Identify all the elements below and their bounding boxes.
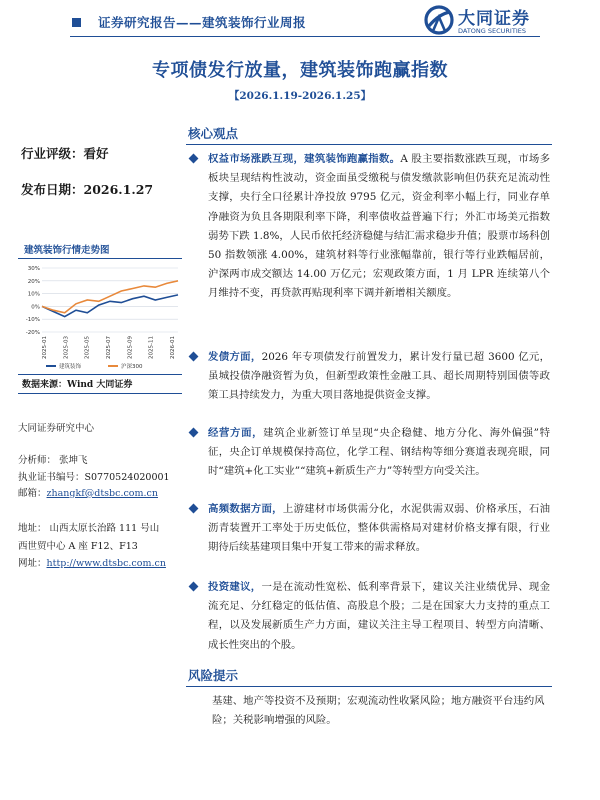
diamond-bullet-icon: [189, 428, 199, 438]
email-label: 邮箱：: [18, 488, 47, 499]
bullet-lead: 高频数据方面，: [208, 503, 283, 515]
series-line-construction: [42, 295, 178, 317]
bullet-lead: 发债方面，: [208, 351, 262, 363]
bullet-lead: 经营方面，: [208, 427, 264, 439]
website-label: 网址：: [18, 558, 47, 569]
bullet-operations: [190, 424, 550, 482]
y-tick-label: 10%: [27, 291, 40, 298]
industry-rating-value: 看好: [83, 146, 109, 161]
report-type-label: 证券研究报告——建筑装饰行业周报: [98, 15, 307, 30]
bullet-body: A 股主要指数涨跌互现，市场多板块呈现结构性波动，资金面虽受缴税与债发缴款影响但仍获充足流动性支撑，央行全口径累计净投放 9795 亿元，资金利率小幅上行，同业存单净融资为负且各期限利率下降，利率债收益普遍下行；外汇市场美元指数弱势下跌 1.8%，人民币依托经济稳健与结汇需求稳步升值；股票市场科创 50 指数领涨 4.00%，建筑材料等行业涨幅靠前，银行等行业跌幅居前，沪深两市成交额达 14.00 万亿元；宏观政策方面，1 月 LPR 连续第八个月维持不变，再贷款再贴现利率下调并新增相关额度。: [208, 153, 551, 300]
logo-english-name: DATONG SECURITIES: [458, 27, 526, 35]
y-tick-label: -10%: [25, 317, 40, 324]
industry-trend-chart: [18, 262, 182, 374]
core-views-rule: [186, 144, 552, 145]
bullet-body: 2026 年专项债发行前置发力，累计发行量已超 3600 亿元，虽城投债净融资暂为负，但新型政策性金融工具、超长周期特别国债等政策工具持续发力，为重大项目落地提供资金支撑。: [208, 351, 551, 402]
x-tick-label: 2025-11: [148, 336, 155, 359]
bullet-body: 建筑企业新签订单呈现“央企稳健、地方分化、海外偏强”特征，央企订单规模保持高位，化学工程、钢结构等细分赛道表现亮眼，同时“建筑+化工实业”“建筑+新质生产力”等转型方向受关注。: [208, 427, 550, 478]
publish-date: [21, 180, 153, 198]
y-tick-label: 0%: [31, 304, 40, 311]
sidebar: [18, 112, 182, 712]
x-tick-label: 2025-07: [106, 336, 112, 359]
bullet-high-frequency: [190, 500, 550, 558]
logo-chinese-name: 大同证券: [458, 9, 530, 29]
diamond-bullet-icon: [189, 582, 199, 592]
logo-emblem-icon: [424, 4, 454, 36]
research-institute: 大同证券研究中心: [18, 423, 95, 434]
bullet-body: 上游建材市场供需分化，水泥供需双弱、价格承压，石油沥青装置开工率处于历史低位，整体供需格局对建材价格支撑有限，行业期待后续基建项目集中开复工带来的需求释放。: [208, 503, 551, 554]
risk-heading: 风险提示: [188, 668, 239, 683]
y-tick-label: 30%: [27, 266, 40, 272]
page-title: 专项债发行放量，建筑装饰跑赢指数: [152, 60, 448, 81]
website-row: [18, 555, 166, 569]
diamond-bullet-icon: [189, 352, 199, 362]
y-tick-label: 20%: [27, 278, 40, 285]
x-tick-label: 2025-01: [42, 336, 48, 359]
risk-text: 基建、地产等投资不及预期；宏观流动性收紧风险；地方融资平台违约风险；关税影响增强的风险。: [212, 695, 545, 727]
x-tick-label: 2025-05: [84, 336, 91, 359]
email-link[interactable]: zhangkf@dtsbc.com.cn: [46, 488, 158, 499]
analyst-name: 分析师： 张坤飞: [18, 455, 88, 466]
bullet-bond: [190, 348, 550, 406]
publish-date-value: 2026.1.27: [83, 182, 154, 197]
industry-rating: [21, 144, 109, 162]
header-square-marker: [72, 18, 81, 27]
publish-date-label: 发布日期：: [21, 182, 84, 197]
bullet-lead: 权益市场涨跌互现，建筑装饰跑赢指数。: [208, 153, 401, 165]
source-top-rule: [18, 374, 182, 375]
address-line-2: 西世贸中心 A 座 F12、F13: [18, 541, 138, 552]
y-tick-label: -20%: [25, 330, 40, 336]
series-line-csi300: [42, 281, 178, 313]
address-line-1: 地址： 山西太原长治路 111 号山: [18, 523, 160, 534]
bullet-investment: [190, 578, 550, 655]
diamond-bullet-icon: [189, 154, 199, 164]
company-logo: [424, 4, 574, 38]
report-date-range: 【2026.1.19-2026.1.25】: [228, 90, 372, 102]
x-tick-label: 2026-01: [170, 336, 176, 359]
bullet-body: 一是在流动性宽松、低利率背景下，建议关注业绩优异、现金流充足、分红稳定的低估值、高股息个股；二是在国家大力支持的重点工程，以及发展新质生产力方面，建议关注主导工程项目、转型方向清晰、成长性突出的个股。: [208, 581, 551, 651]
x-tick-label: 2025-09: [127, 336, 134, 359]
bullet-market: [190, 150, 550, 304]
license-number: 执业证书编号：S0770524020001: [18, 472, 170, 483]
source-bottom-rule: [18, 393, 182, 394]
x-tick-label: 2025-03: [63, 336, 70, 359]
legend-label: 建筑装饰: [59, 364, 82, 370]
bullet-lead: 投资建议，: [208, 581, 262, 593]
chart-top-rule: [18, 258, 182, 259]
diamond-bullet-icon: [189, 504, 199, 514]
email-row: [18, 485, 158, 499]
website-link[interactable]: http://www.dtsbc.com.cn: [46, 558, 166, 569]
data-source: 数据来源：Wind 大同证券: [22, 380, 133, 390]
legend-label: 沪深300: [121, 364, 143, 370]
chart-title: 建筑装饰行情走势图: [24, 245, 110, 256]
risk-rule: [186, 686, 552, 687]
core-views-heading: 核心观点: [188, 126, 239, 141]
industry-rating-label: 行业评级：: [21, 146, 84, 161]
